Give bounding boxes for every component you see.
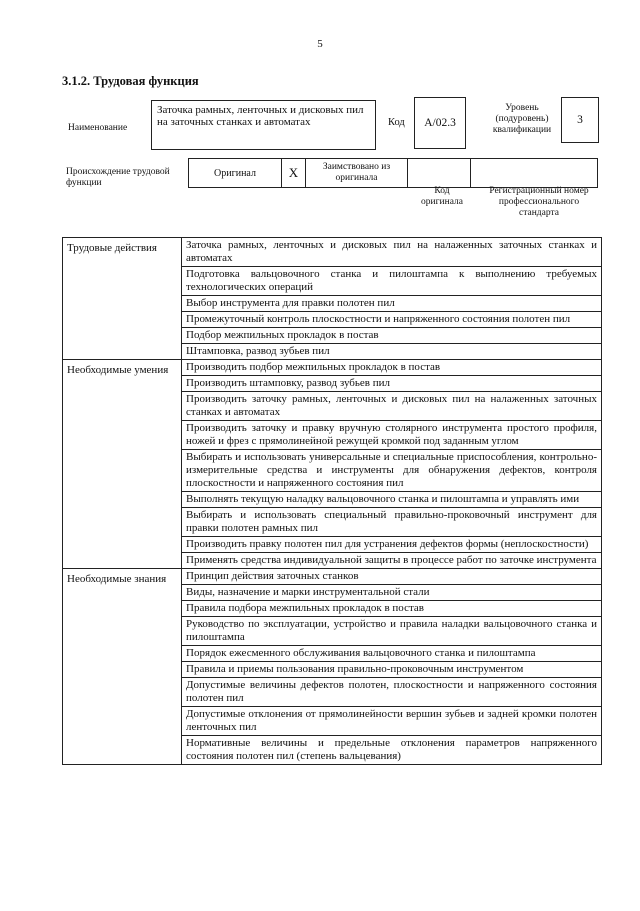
item-cell: Нормативные величины и предельные отклонения параметров напряженного состояния полотен пил (степень вальцевания) [182,736,602,765]
item-cell: Производить заточку рамных, ленточных и дисковых пил на налаженных заточных станках и автоматах [182,392,602,421]
function-code-field: А/02.3 [414,97,466,149]
item-cell: Допустимые отклонения от прямолинейности вершин зубьев и задней кромки полотен ленточных пил [182,707,602,736]
section-title: 3.1.2. Трудовая функция [62,74,199,88]
item-cell: Порядок ежесменного обслуживания вальцовочного станка и пилоштампа [182,646,602,662]
item-cell: Правила подбора межпильных прокладок в постав [182,601,602,617]
item-cell: Применять средства индивидуальной защиты в процессе работ по заточке инструмента [182,553,602,569]
level-field: 3 [561,97,599,143]
origin-label: Происхождение трудовой функции [66,167,170,188]
function-table [62,237,602,765]
function-name-field: Заточка рамных, ленточных и дисковых пил на заточных станках и автоматах [151,100,376,150]
name-label: Наименование [68,123,128,133]
item-cell: Подготовка вальцовочного станка и пилоштампа к выполнению требуемых технологических операций [182,267,602,296]
section-title-cell: Необходимые знания [63,569,182,765]
item-cell: Подбор межпильных прокладок в постав [182,328,602,344]
item-cell: Промежуточный контроль плоскостности и напряженного состояния полотен пил [182,312,602,328]
item-cell: Производить заточку и правку вручную столярного инструмента простого профиля, ножей и фрез с прямолинейной режущей кромкой под заданным углом [182,421,602,450]
original-mark: X [282,159,306,187]
borrowed-cell: Заимствовано из оригинала [306,159,408,187]
item-cell: Производить штамповку, развод зубьев пил [182,376,602,392]
item-cell: Выполнять текущую наладку вальцовочного станка и пилоштампа и управлять ими [182,492,602,508]
level-label: Уровень (подуровень) квалификации [492,103,552,135]
item-cell: Производить правку полотен пил для устранения дефектов формы (неплоскостности) [182,537,602,553]
item-cell: Руководство по эксплуатации, устройство и правила наладки вальцовочного станка и пилоштампа [182,617,602,646]
original-cell: Оригинал [189,159,282,187]
table-row [63,238,602,267]
item-cell: Допустимые величины дефектов полотен, плоскостности и напряженного состояния полотен пил [182,678,602,707]
item-cell: Виды, назначение и марки инструментальной стали [182,585,602,601]
section-title-cell: Необходимые умения [63,360,182,569]
section-title-cell: Трудовые действия [63,238,182,360]
table-row [63,360,602,376]
table-row [63,569,602,585]
original-code-label: Код оригинала [421,186,463,207]
item-cell: Выбирать и использовать специальный правильно-проковочный инструмент для правки полотен рамных пил [182,508,602,537]
reg-number-cell [471,159,597,187]
code-label: Код [388,117,405,128]
origin-row [188,158,598,188]
item-cell: Правила и приемы пользования правильно-проковочным инструментом [182,662,602,678]
item-cell: Принцип действия заточных станков [182,569,602,585]
item-cell: Выбор инструмента для правки полотен пил [182,296,602,312]
item-cell: Штамповка, развод зубьев пил [182,344,602,360]
item-cell: Заточка рамных, ленточных и дисковых пил на налаженных заточных станках и автоматах [182,238,602,267]
page-number: 5 [317,38,323,50]
reg-number-label: Регистрационный номер профессионального стандарта [489,186,589,218]
original-code-cell [408,159,471,187]
item-cell: Выбирать и использовать универсальные и специальные приспособления, контрольно-измерительные средства и инструменты для обнаружения дефектов, контроля плоскостности и напряженного состояния пил [182,450,602,492]
item-cell: Производить подбор межпильных прокладок в постав [182,360,602,376]
